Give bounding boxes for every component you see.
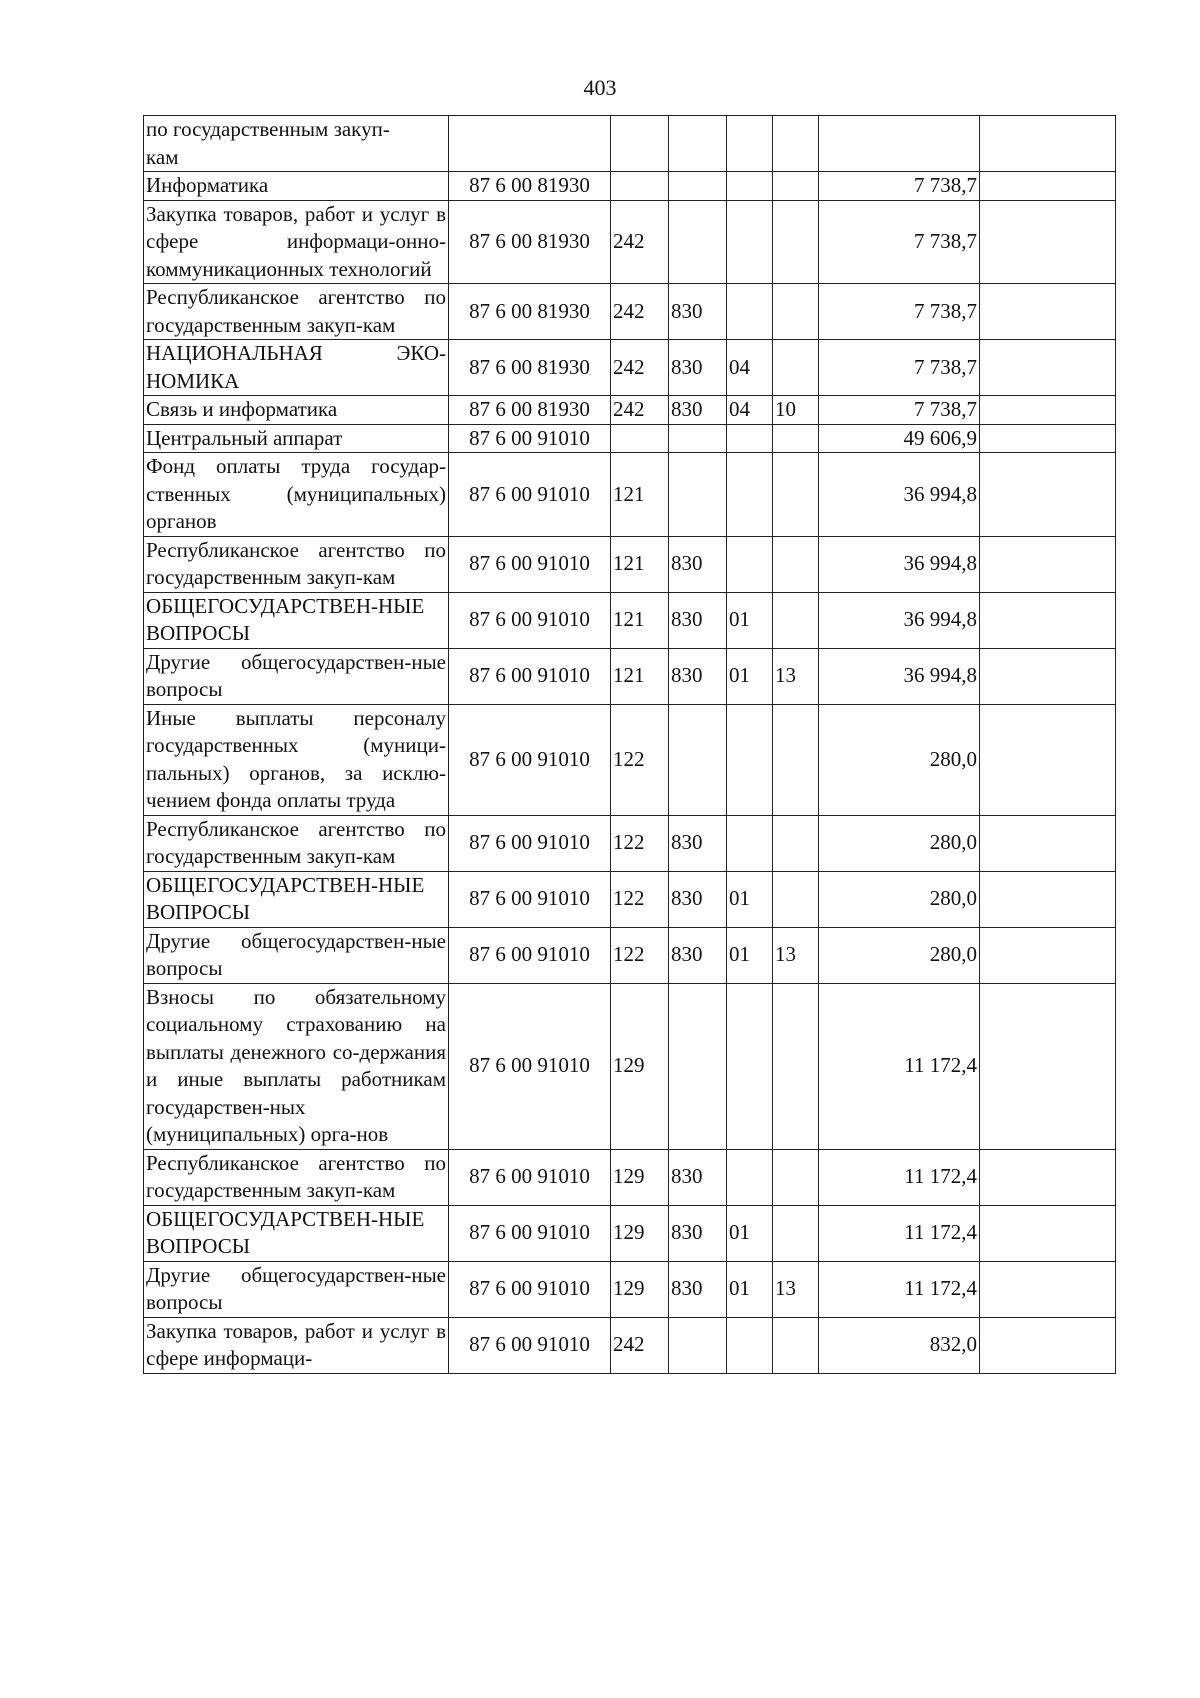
table-row [144, 871, 1116, 927]
row-code-cell [449, 116, 611, 172]
row-pr-cell: 13 [773, 927, 819, 983]
row-name-cell: Связь и информатика [144, 396, 449, 425]
row-grbs-cell: 830 [669, 648, 727, 704]
row-empty-cell [980, 1261, 1116, 1317]
row-rz-cell: 01 [727, 592, 773, 648]
budget-table [143, 115, 1116, 1374]
row-empty-cell [980, 116, 1116, 172]
row-grbs-cell [669, 1317, 727, 1373]
row-pr-cell [773, 200, 819, 284]
row-sum-cell: 11 172,4 [819, 1261, 980, 1317]
table-row [144, 116, 1116, 172]
row-rz-cell: 01 [727, 927, 773, 983]
table-row [144, 536, 1116, 592]
row-empty-cell [980, 927, 1116, 983]
row-pr-cell [773, 116, 819, 172]
table-row [144, 340, 1116, 396]
row-vr-cell [611, 424, 669, 453]
row-grbs-cell [669, 983, 727, 1149]
row-empty-cell [980, 1317, 1116, 1373]
row-code-cell: 87 6 00 81930 [449, 340, 611, 396]
row-grbs-cell: 830 [669, 1261, 727, 1317]
row-grbs-cell [669, 172, 727, 201]
row-vr-cell: 122 [611, 927, 669, 983]
row-sum-cell: 280,0 [819, 871, 980, 927]
row-sum-cell: 11 172,4 [819, 1149, 980, 1205]
table-row [144, 1205, 1116, 1261]
row-code-cell: 87 6 00 81930 [449, 172, 611, 201]
row-sum-cell: 280,0 [819, 704, 980, 815]
row-code-cell: 87 6 00 91010 [449, 453, 611, 537]
row-pr-cell: 13 [773, 1261, 819, 1317]
row-vr-cell: 242 [611, 200, 669, 284]
row-rz-cell [727, 116, 773, 172]
row-name-cell: Закупка товаров, работ и услуг в сфере информаци-онно-коммуникационных технологий [144, 200, 449, 284]
row-empty-cell [980, 815, 1116, 871]
row-sum-cell: 832,0 [819, 1317, 980, 1373]
row-code-cell: 87 6 00 91010 [449, 871, 611, 927]
row-name-cell: Фонд оплаты труда государ-ственных (муниципальных) органов [144, 453, 449, 537]
table-row [144, 424, 1116, 453]
row-pr-cell [773, 1205, 819, 1261]
row-vr-cell: 129 [611, 983, 669, 1149]
row-sum-cell: 36 994,8 [819, 536, 980, 592]
row-vr-cell: 121 [611, 453, 669, 537]
row-rz-cell: 04 [727, 396, 773, 425]
row-sum-cell: 49 606,9 [819, 424, 980, 453]
row-pr-cell [773, 172, 819, 201]
table-row [144, 704, 1116, 815]
row-rz-cell: 01 [727, 871, 773, 927]
row-name-cell: Республиканское агентство по государственным закуп-кам [144, 536, 449, 592]
row-code-cell: 87 6 00 91010 [449, 648, 611, 704]
row-pr-cell [773, 871, 819, 927]
row-name-cell: НАЦИОНАЛЬНАЯ ЭКО-НОМИКА [144, 340, 449, 396]
row-pr-cell [773, 340, 819, 396]
row-grbs-cell: 830 [669, 536, 727, 592]
row-rz-cell [727, 536, 773, 592]
row-name-cell: ОБЩЕГОСУДАРСТВЕН-НЫЕ ВОПРОСЫ [144, 592, 449, 648]
row-empty-cell [980, 1149, 1116, 1205]
row-rz-cell: 01 [727, 1205, 773, 1261]
row-name-cell: Центральный аппарат [144, 424, 449, 453]
row-pr-cell [773, 1317, 819, 1373]
row-rz-cell: 01 [727, 1261, 773, 1317]
row-code-cell: 87 6 00 81930 [449, 284, 611, 340]
row-code-cell: 87 6 00 91010 [449, 536, 611, 592]
row-empty-cell [980, 983, 1116, 1149]
row-name-cell: Республиканское агентство по государственным закуп-кам [144, 284, 449, 340]
row-vr-cell: 121 [611, 648, 669, 704]
page-number: 403 [583, 75, 617, 100]
row-empty-cell [980, 592, 1116, 648]
row-name-cell: ОБЩЕГОСУДАРСТВЕН-НЫЕ ВОПРОСЫ [144, 871, 449, 927]
row-grbs-cell: 830 [669, 927, 727, 983]
row-empty-cell [980, 1205, 1116, 1261]
row-grbs-cell: 830 [669, 284, 727, 340]
row-grbs-cell [669, 453, 727, 537]
row-name-cell: Другие общегосударствен-ные вопросы [144, 1261, 449, 1317]
row-pr-cell [773, 592, 819, 648]
row-pr-cell [773, 536, 819, 592]
table-row [144, 200, 1116, 284]
table-row [144, 1317, 1116, 1373]
row-rz-cell [727, 172, 773, 201]
row-name-cell: Другие общегосударствен-ные вопросы [144, 927, 449, 983]
row-sum-cell: 36 994,8 [819, 648, 980, 704]
row-vr-cell: 242 [611, 396, 669, 425]
row-sum-cell [819, 116, 980, 172]
row-sum-cell: 7 738,7 [819, 396, 980, 425]
row-pr-cell: 13 [773, 648, 819, 704]
row-code-cell: 87 6 00 91010 [449, 983, 611, 1149]
row-pr-cell [773, 424, 819, 453]
row-pr-cell [773, 704, 819, 815]
row-pr-cell [773, 1149, 819, 1205]
row-rz-cell [727, 284, 773, 340]
row-code-cell: 87 6 00 81930 [449, 396, 611, 425]
row-code-cell: 87 6 00 91010 [449, 815, 611, 871]
row-grbs-cell: 830 [669, 1149, 727, 1205]
row-grbs-cell: 830 [669, 396, 727, 425]
row-vr-cell: 122 [611, 815, 669, 871]
row-empty-cell [980, 536, 1116, 592]
row-empty-cell [980, 284, 1116, 340]
row-empty-cell [980, 424, 1116, 453]
row-sum-cell: 7 738,7 [819, 284, 980, 340]
row-name-cell: Взносы по обязательному социальному страхованию на выплаты денежного со-держания и иные выплаты работникам государствен-ных (муниципальных) орга-нов [144, 983, 449, 1149]
row-grbs-cell [669, 704, 727, 815]
row-rz-cell [727, 200, 773, 284]
row-name-cell: Республиканское агентство по государственным закуп-кам [144, 1149, 449, 1205]
row-rz-cell [727, 983, 773, 1149]
table-row [144, 453, 1116, 537]
row-vr-cell: 129 [611, 1149, 669, 1205]
row-name-cell: ОБЩЕГОСУДАРСТВЕН-НЫЕ ВОПРОСЫ [144, 1205, 449, 1261]
row-code-cell: 87 6 00 91010 [449, 592, 611, 648]
row-empty-cell [980, 648, 1116, 704]
row-sum-cell: 280,0 [819, 927, 980, 983]
row-empty-cell [980, 704, 1116, 815]
table-row [144, 172, 1116, 201]
table-row [144, 592, 1116, 648]
table-row [144, 284, 1116, 340]
row-rz-cell: 04 [727, 340, 773, 396]
row-grbs-cell: 830 [669, 340, 727, 396]
row-code-cell: 87 6 00 91010 [449, 1317, 611, 1373]
row-vr-cell: 242 [611, 1317, 669, 1373]
row-sum-cell: 7 738,7 [819, 200, 980, 284]
row-rz-cell [727, 453, 773, 537]
row-empty-cell [980, 453, 1116, 537]
row-vr-cell: 122 [611, 871, 669, 927]
row-code-cell: 87 6 00 91010 [449, 927, 611, 983]
row-pr-cell [773, 815, 819, 871]
row-vr-cell: 121 [611, 536, 669, 592]
row-vr-cell: 129 [611, 1261, 669, 1317]
row-rz-cell [727, 1317, 773, 1373]
row-grbs-cell [669, 200, 727, 284]
row-grbs-cell: 830 [669, 871, 727, 927]
row-sum-cell: 7 738,7 [819, 340, 980, 396]
row-grbs-cell: 830 [669, 1205, 727, 1261]
row-code-cell: 87 6 00 91010 [449, 1205, 611, 1261]
table-row [144, 648, 1116, 704]
row-grbs-cell: 830 [669, 815, 727, 871]
row-vr-cell [611, 172, 669, 201]
row-name-cell: Республиканское агентство по государственным закуп-кам [144, 815, 449, 871]
row-vr-cell: 242 [611, 340, 669, 396]
row-name-cell: Информатика [144, 172, 449, 201]
row-vr-cell: 242 [611, 284, 669, 340]
row-grbs-cell [669, 424, 727, 453]
row-rz-cell: 01 [727, 648, 773, 704]
row-sum-cell: 280,0 [819, 815, 980, 871]
table-row [144, 1261, 1116, 1317]
row-rz-cell [727, 1149, 773, 1205]
row-grbs-cell: 830 [669, 592, 727, 648]
table-body [144, 116, 1116, 1374]
table-row [144, 1149, 1116, 1205]
row-empty-cell [980, 396, 1116, 425]
row-grbs-cell [669, 116, 727, 172]
row-name-cell: Закупка товаров, работ и услуг в сфере информаци- [144, 1317, 449, 1373]
row-code-cell: 87 6 00 91010 [449, 704, 611, 815]
row-vr-cell: 129 [611, 1205, 669, 1261]
row-empty-cell [980, 871, 1116, 927]
row-sum-cell: 11 172,4 [819, 983, 980, 1149]
row-rz-cell [727, 424, 773, 453]
row-code-cell: 87 6 00 91010 [449, 1261, 611, 1317]
row-sum-cell: 36 994,8 [819, 592, 980, 648]
row-vr-cell: 122 [611, 704, 669, 815]
table-row [144, 396, 1116, 425]
row-empty-cell [980, 340, 1116, 396]
row-empty-cell [980, 172, 1116, 201]
row-sum-cell: 36 994,8 [819, 453, 980, 537]
row-code-cell: 87 6 00 81930 [449, 200, 611, 284]
table-row [144, 815, 1116, 871]
row-code-cell: 87 6 00 91010 [449, 424, 611, 453]
row-sum-cell: 11 172,4 [819, 1205, 980, 1261]
row-rz-cell [727, 704, 773, 815]
row-code-cell: 87 6 00 91010 [449, 1149, 611, 1205]
row-pr-cell [773, 453, 819, 537]
row-empty-cell [980, 200, 1116, 284]
row-pr-cell [773, 983, 819, 1149]
row-sum-cell: 7 738,7 [819, 172, 980, 201]
row-pr-cell [773, 284, 819, 340]
table-row [144, 983, 1116, 1149]
table-row [144, 927, 1116, 983]
row-rz-cell [727, 815, 773, 871]
row-name-cell: Другие общегосударствен-ные вопросы [144, 648, 449, 704]
row-name-cell: по государственным закуп- кам [144, 116, 449, 172]
row-name-cell: Иные выплаты персоналу государственных (муници-пальных) органов, за исклю-чением фонда оплаты труда [144, 704, 449, 815]
row-pr-cell: 10 [773, 396, 819, 425]
row-vr-cell: 121 [611, 592, 669, 648]
row-vr-cell [611, 116, 669, 172]
